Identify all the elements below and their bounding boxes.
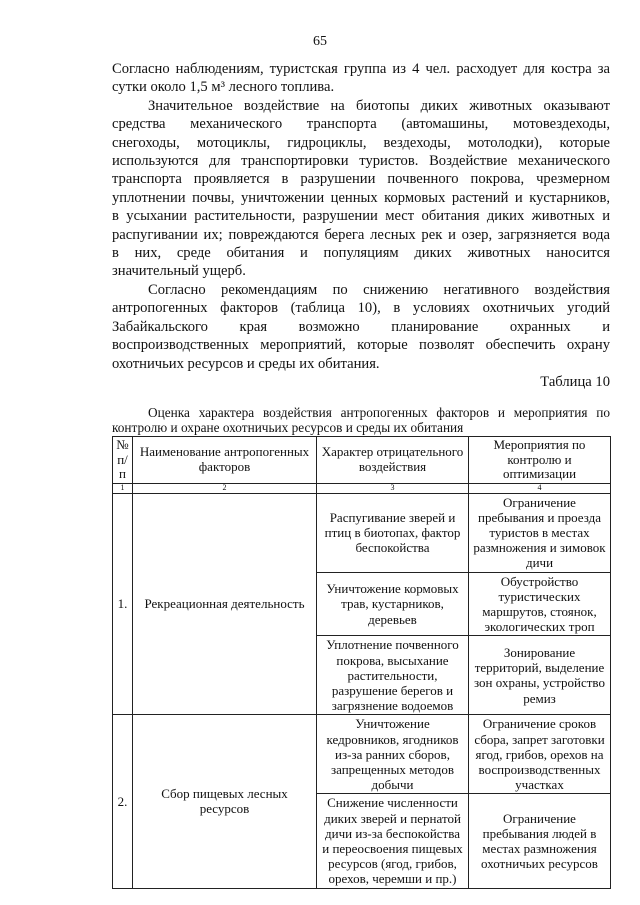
text-line: в усыхании растительности, разрушении мест обитания диких животных и (112, 208, 610, 225)
table-row (113, 493, 611, 572)
text-line: транспорта проявляется в разрушении почвенного покрова, чрезмерном (112, 171, 610, 188)
column-number: 3 (317, 483, 469, 493)
text-line: сутки около 1,5 м³ лесного топлива. (112, 79, 335, 96)
page-number: 65 (313, 34, 327, 49)
measure-cell: Зонирование территорий, выделение зон охраны, устройство ремиз (469, 636, 611, 715)
text-line: средства механического транспорта (автомашины, мотовездеходы, (112, 116, 610, 133)
text-line: снегоходы, мотоциклы, гидроциклы, вездеходы, мотолодки), которые (112, 134, 610, 151)
impact-table (112, 436, 611, 889)
header-measures: Мероприятия по контролю и оптимизации (469, 437, 611, 484)
table-header-row (113, 437, 611, 484)
text-line: антропогенных факторов (таблица 10), в условиях охотничьих угодий (112, 300, 610, 317)
text-line: воспроизводственных мероприятий, которые позволят обеспечить охрану (112, 337, 610, 354)
row-number: 1. (113, 493, 133, 715)
table-caption-line: контролю и охране охотничьих ресурсов и среды их обитания (112, 420, 464, 435)
paragraph-recommendations (112, 281, 610, 373)
measure-cell: Ограничение пребывания и проезда туристов в местах размножения и зимовок дичи (469, 493, 611, 572)
factor-cell: Рекреационная деятельность (133, 493, 317, 715)
header-factor: Наименование антропогенных факторов (133, 437, 317, 484)
impact-cell: Уничтожение кедровников, ягодников из-за ранних сборов, запрещенных методов добычи (317, 715, 469, 794)
row-number: 2. (113, 715, 133, 888)
paragraph-transport (112, 97, 610, 281)
measure-cell: Обустройство туристических маршрутов, стоянок, экологических троп (469, 572, 611, 636)
body-text (112, 60, 610, 373)
text-line: значительный ущерб. (112, 263, 246, 280)
table-caption (112, 405, 610, 435)
header-number: № п/п (113, 437, 133, 484)
impact-cell: Уничтожение кормовых трав, кустарников, деревьев (317, 572, 469, 636)
text-line: Значительное воздействие на биотопы диких животных оказывают (148, 97, 610, 114)
impact-cell: Распугивание зверей и птиц в биотопах, фактор беспокойства (317, 493, 469, 572)
paragraph-fuel (112, 60, 610, 97)
measure-cell: Ограничение пребывания людей в местах размножения охотничьих ресурсов (469, 794, 611, 888)
text-line: уплотнении почвы, уничтожении ценных кормовых растений и кустарников, (112, 189, 610, 206)
text-line: охотничьих ресурсов и среды их обитания. (112, 355, 380, 372)
column-number: 1 (113, 483, 133, 493)
impact-cell: Снижение численности диких зверей и пернатой дичи из-за беспокойства и переосвоения пищевых ресурсов (ягод, грибов, орехов, черемши и пр.) (317, 794, 469, 888)
text-line: Забайкальского края возможно планирование охранных и (112, 318, 610, 335)
text-line: Согласно рекомендациям по снижению негативного воздействия (148, 281, 610, 298)
impact-cell: Уплотнение почвенного покрова, высыхание растительности, разрушение берегов и загрязнение водоемов (317, 636, 469, 715)
column-number: 4 (469, 483, 611, 493)
table-label: Таблица 10 (540, 374, 610, 390)
text-line: распугивании их; повреждаются берега лесных рек и озер, загрязняется вода (112, 226, 610, 243)
column-number: 2 (133, 483, 317, 493)
table-caption-line: Оценка характера воздействия антропогенных факторов и мероприятия по (148, 405, 610, 420)
factor-cell: Сбор пищевых лесных ресурсов (133, 715, 317, 888)
header-impact: Характер отрицательного воздействия (317, 437, 469, 484)
table-row (113, 715, 611, 794)
text-line: Согласно наблюдениям, туристская группа из 4 чел. расходует для костра за (112, 61, 610, 77)
text-line: используются для транспортировки туристов. Воздействие механического (112, 153, 610, 170)
measure-cell: Ограничение сроков сбора, запрет заготовки ягод, грибов, орехов на воспроизводственных участках (469, 715, 611, 794)
column-number-row (113, 483, 611, 493)
text-line: в них, среде обитания и популяциям диких животных наносится (112, 245, 610, 262)
